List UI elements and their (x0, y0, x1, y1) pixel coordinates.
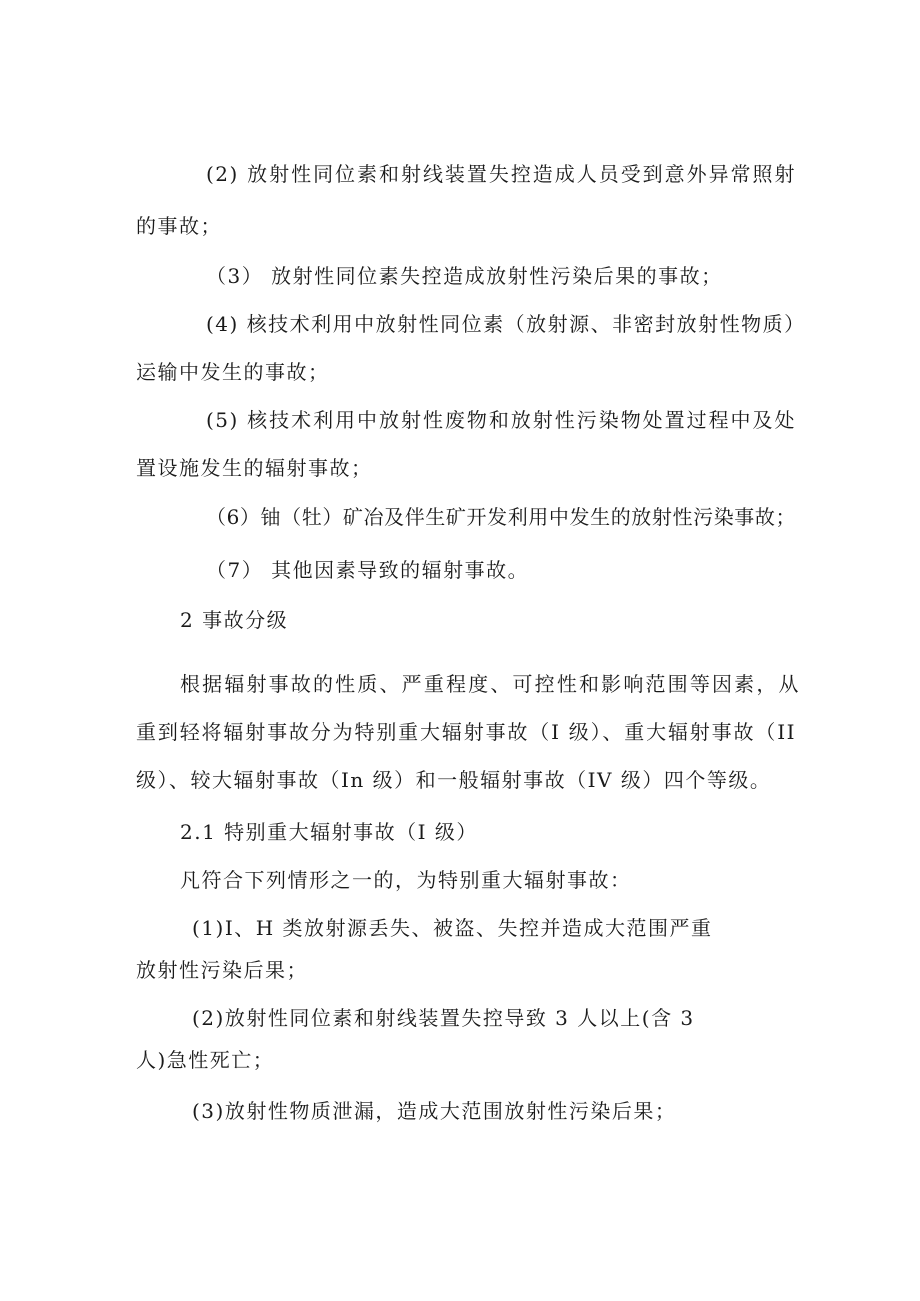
text-line-16: (1)I、H 类放射源丢失、被盗、失控并造成大范围严重 (192, 916, 713, 940)
text-line-19: 人)急性死亡； (136, 1048, 275, 1072)
text-line-17: 放射性污染后果； (136, 958, 308, 982)
text-line-9: （7） 其他因素导致的辐射事故。 (206, 558, 530, 582)
text-line-18: (2)放射性同位素和射线装置失控导致 3 人以上(含 3 (192, 1006, 695, 1030)
text-line-15: 凡符合下列情形之一的，为特别重大辐射事故： (180, 868, 632, 892)
text-line-8: （6）铀（牡）矿冶及伴生矿开发利用中发生的放射性污染事故； (206, 505, 796, 529)
text-line-3: （3） 放射性同位素失控造成放射性污染后果的事故； (206, 264, 723, 288)
text-line-11: 根据辐射事故的性质、严重程度、可控性和影响范围等因素，从 (180, 672, 800, 696)
text-line-4: (4) 核技术利用中放射性同位素（放射源、非密封放射性物质） (206, 312, 806, 336)
text-line-12: 重到轻将辐射事故分为特别重大辐射事故（I 级）、重大辐射事故（II (136, 720, 796, 744)
text-line-20: (3)放射性物质泄漏，造成大范围放射性污染后果； (192, 1099, 677, 1123)
text-line-2: 的事故； (136, 214, 222, 238)
section-heading-2-1: 2.1 特别重大辐射事故（I 级） (180, 820, 478, 844)
text-line-1: (2) 放射性同位素和射线装置失控造成人员受到意外异常照射 (206, 162, 796, 186)
section-heading-2: 2 事故分级 (180, 608, 289, 632)
text-line-5: 运输中发生的事故； (136, 360, 330, 384)
text-line-7: 置设施发生的辐射事故； (136, 456, 373, 480)
text-line-13: 级）、较大辐射事故（In 级）和一般辐射事故（IV 级）四个等级。 (136, 768, 772, 792)
text-line-6: (5) 核技术利用中放射性废物和放射性污染物处置过程中及处 (206, 408, 796, 432)
